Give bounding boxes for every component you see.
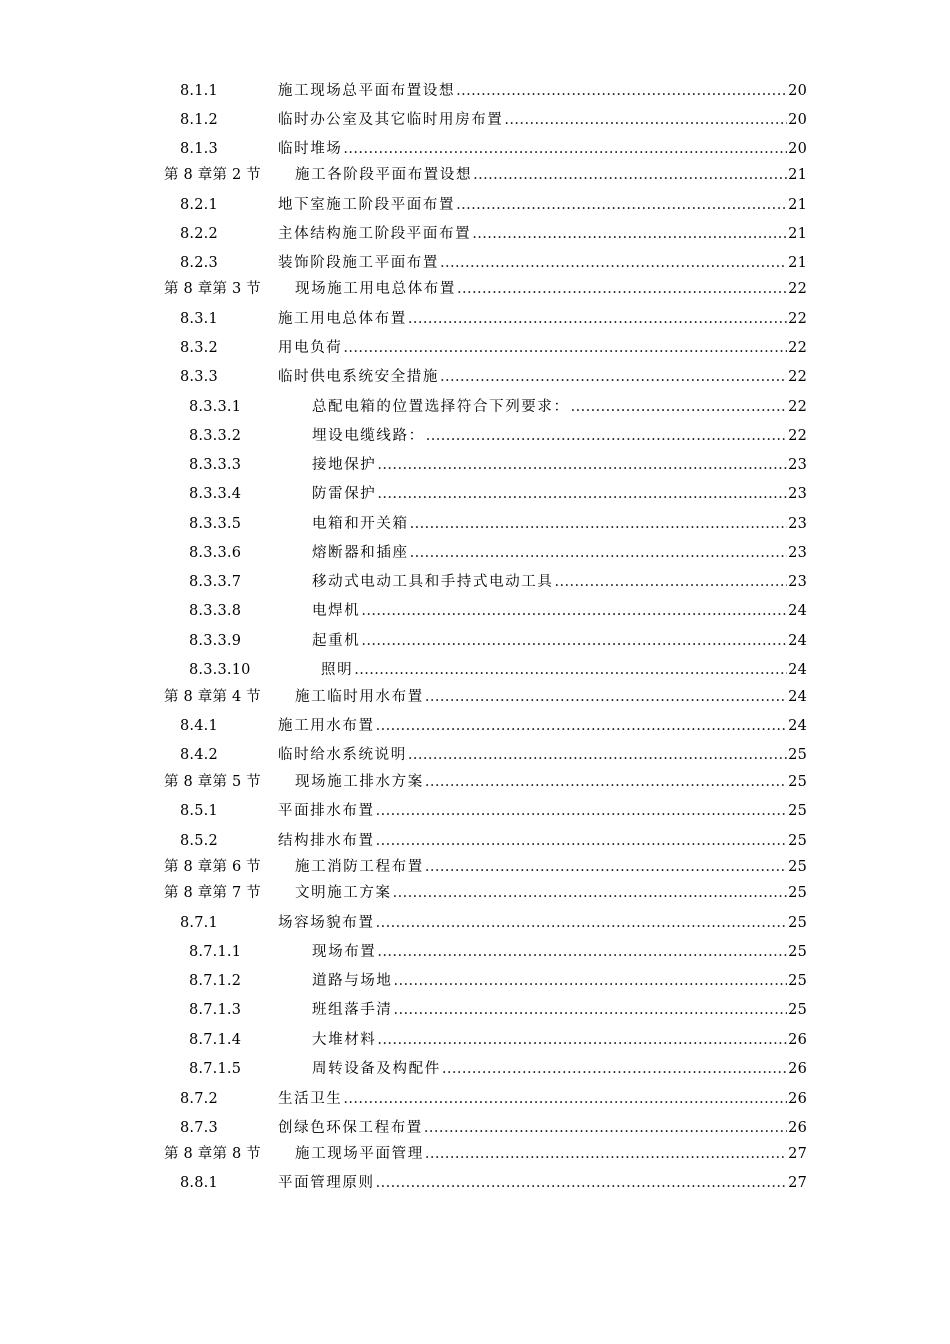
toc-entry-leader-line bbox=[312, 483, 807, 505]
toc-entry-leader-line bbox=[278, 109, 807, 131]
toc-dot-leader bbox=[394, 999, 788, 1021]
toc-entry-title[interactable]: 施工临时用水布置 bbox=[295, 689, 424, 705]
toc-entry[interactable] bbox=[0, 856, 950, 878]
toc-dot-leader bbox=[410, 513, 788, 535]
toc-entry-page-number: 20 bbox=[788, 83, 807, 99]
toc-dot-leader bbox=[425, 686, 787, 708]
toc-entry-title[interactable]: 起重机 bbox=[312, 633, 361, 649]
toc-entry-leader-line bbox=[278, 800, 807, 822]
toc-entry-title[interactable]: 临时办公室及其它临时用房布置 bbox=[278, 112, 504, 128]
toc-entry-number: 8.1.2 bbox=[180, 112, 218, 128]
toc-entry-number: 8.3.3.5 bbox=[189, 516, 242, 532]
toc-dot-leader bbox=[377, 941, 787, 963]
toc-entry-number: 8.3.3.2 bbox=[189, 428, 242, 444]
toc-dot-leader bbox=[376, 830, 788, 852]
toc-dot-leader bbox=[426, 425, 787, 447]
toc-entry-number: 8.1.1 bbox=[180, 83, 218, 99]
toc-entry-title[interactable]: 结构排水布置 bbox=[278, 833, 375, 849]
toc-dot-leader bbox=[410, 542, 788, 564]
toc-entry[interactable] bbox=[0, 513, 950, 535]
toc-entry-title[interactable]: 施工各阶段平面布置设想 bbox=[295, 167, 473, 183]
toc-dot-leader bbox=[377, 454, 787, 476]
toc-entry-leader-line bbox=[312, 941, 807, 963]
toc-entry-number: 8.3.3.4 bbox=[189, 486, 242, 502]
toc-entry-page-number: 24 bbox=[788, 689, 807, 705]
toc-entry-number: 8.2.2 bbox=[180, 226, 218, 242]
toc-entry-leader-line bbox=[312, 970, 807, 992]
toc-entry[interactable] bbox=[0, 1143, 950, 1165]
toc-entry[interactable] bbox=[0, 912, 950, 934]
toc-dot-leader bbox=[377, 483, 787, 505]
toc-entry[interactable] bbox=[0, 1029, 950, 1051]
toc-entry-leader-line bbox=[321, 659, 807, 681]
toc-entry-page-number: 22 bbox=[788, 311, 807, 327]
toc-entry-title[interactable]: 移动式电动工具和手持式电动工具 bbox=[312, 574, 554, 590]
toc-entry-page-number: 26 bbox=[788, 1120, 807, 1136]
toc-entry-leader-line bbox=[278, 715, 807, 737]
toc-entry[interactable] bbox=[0, 659, 950, 681]
toc-entry-title[interactable]: 现场布置 bbox=[312, 944, 377, 960]
toc-entry-page-number: 25 bbox=[788, 1002, 807, 1018]
toc-entry-title[interactable]: 临时供电系统安全措施 bbox=[278, 369, 439, 385]
toc-entry-leader-line bbox=[312, 396, 807, 418]
toc-entry-page-number: 24 bbox=[788, 662, 807, 678]
toc-entry-page-number: 25 bbox=[788, 944, 807, 960]
toc-entry-leader-line bbox=[278, 252, 807, 274]
toc-entry-number: 8.8.1 bbox=[180, 1175, 218, 1191]
toc-entry-leader-line bbox=[278, 80, 807, 102]
toc-entry-page-number: 25 bbox=[788, 885, 807, 901]
toc-dot-leader bbox=[343, 138, 787, 160]
toc-entry-leader-line bbox=[295, 882, 807, 904]
toc-entry[interactable] bbox=[0, 686, 950, 708]
toc-entry-leader-line bbox=[312, 1029, 807, 1051]
toc-entry-number: 8.7.2 bbox=[180, 1091, 218, 1107]
toc-entry-page-number: 23 bbox=[788, 457, 807, 473]
toc-entry-page-number: 22 bbox=[788, 399, 807, 415]
toc-entry[interactable] bbox=[0, 715, 950, 737]
toc-entry-page-number: 25 bbox=[788, 915, 807, 931]
toc-entry-title[interactable]: 创绿色环保工程布置 bbox=[278, 1120, 423, 1136]
toc-entry-page-number: 25 bbox=[788, 774, 807, 790]
toc-entry[interactable] bbox=[0, 771, 950, 793]
toc-dot-leader bbox=[473, 164, 787, 186]
toc-entry-page-number: 23 bbox=[788, 516, 807, 532]
toc-entry-leader-line bbox=[278, 366, 807, 388]
toc-entry-page-number: 23 bbox=[788, 545, 807, 561]
toc-entry-page-number: 23 bbox=[788, 486, 807, 502]
toc-entry-leader-line bbox=[312, 542, 807, 564]
toc-entry[interactable] bbox=[0, 882, 950, 904]
toc-entry-page-number: 21 bbox=[788, 226, 807, 242]
toc-dot-leader bbox=[376, 800, 788, 822]
toc-entry[interactable] bbox=[0, 1058, 950, 1080]
toc-dot-leader bbox=[504, 109, 787, 131]
toc-entry[interactable] bbox=[0, 571, 950, 593]
toc-entry-leader-line bbox=[312, 454, 807, 476]
toc-dot-leader bbox=[456, 80, 787, 102]
toc-entry[interactable] bbox=[0, 308, 950, 330]
toc-entry-number: 8.4.2 bbox=[180, 747, 218, 763]
toc-dot-leader bbox=[376, 1172, 788, 1194]
toc-entry-number: 8.7.3 bbox=[180, 1120, 218, 1136]
toc-dot-leader bbox=[456, 194, 787, 216]
toc-entry-title[interactable]: 照明 bbox=[321, 662, 354, 678]
toc-entry-number: 8.3.3.7 bbox=[189, 574, 242, 590]
toc-entry-number: 8.7.1.5 bbox=[189, 1061, 242, 1077]
toc-entry-leader-line bbox=[278, 194, 807, 216]
toc-dot-leader bbox=[377, 1029, 787, 1051]
toc-entry-page-number: 21 bbox=[788, 255, 807, 271]
toc-entry[interactable] bbox=[0, 396, 950, 418]
toc-entry-leader-line bbox=[295, 771, 807, 793]
toc-entry-page-number: 25 bbox=[788, 973, 807, 989]
toc-entry-number: 8.7.1.2 bbox=[189, 973, 242, 989]
toc-entry-title[interactable]: 电焊机 bbox=[312, 603, 361, 619]
toc-entry-title[interactable]: 熔断器和插座 bbox=[312, 545, 409, 561]
toc-entry-leader-line bbox=[278, 223, 807, 245]
toc-entry-title[interactable]: 接地保护 bbox=[312, 457, 377, 473]
toc-entry-number: 第 8 章第 4 节 bbox=[164, 689, 261, 705]
toc-dot-leader bbox=[457, 278, 787, 300]
toc-entry-page-number: 24 bbox=[788, 718, 807, 734]
toc-entry-leader-line bbox=[312, 999, 807, 1021]
toc-entry-page-number: 27 bbox=[788, 1146, 807, 1162]
toc-entry-title[interactable]: 装饰阶段施工平面布置 bbox=[278, 255, 439, 271]
toc-entry[interactable] bbox=[0, 425, 950, 447]
toc-dot-leader bbox=[555, 571, 788, 593]
toc-entry-title[interactable]: 施工消防工程布置 bbox=[295, 859, 424, 875]
toc-entry-title[interactable]: 用电负荷 bbox=[278, 340, 343, 356]
toc-entry[interactable] bbox=[0, 630, 950, 652]
toc-entry[interactable] bbox=[0, 337, 950, 359]
toc-entry[interactable] bbox=[0, 454, 950, 476]
toc-entry-number: 8.7.1.1 bbox=[189, 944, 242, 960]
toc-entry-title[interactable]: 平面管理原则 bbox=[278, 1175, 375, 1191]
toc-dot-leader bbox=[472, 223, 787, 245]
toc-entry[interactable] bbox=[0, 1172, 950, 1194]
toc-entry-leader-line bbox=[295, 856, 807, 878]
toc-entry-number: 8.3.1 bbox=[180, 311, 218, 327]
toc-dot-leader bbox=[354, 659, 787, 681]
toc-entry-number: 8.3.3.9 bbox=[189, 633, 242, 649]
toc-entry-number: 第 8 章第 6 节 bbox=[164, 859, 261, 875]
toc-entry[interactable] bbox=[0, 483, 950, 505]
toc-entry-leader-line bbox=[295, 1143, 807, 1165]
toc-entry-page-number: 22 bbox=[788, 340, 807, 356]
toc-entry-leader-line bbox=[312, 600, 807, 622]
toc-entry-page-number: 22 bbox=[788, 428, 807, 444]
toc-entry-leader-line bbox=[278, 912, 807, 934]
toc-entry-number: 8.3.3.8 bbox=[189, 603, 242, 619]
toc-entry-title[interactable]: 周转设备及构配件 bbox=[312, 1061, 441, 1077]
toc-dot-leader bbox=[376, 912, 788, 934]
toc-entry[interactable] bbox=[0, 744, 950, 766]
toc-entry-title[interactable]: 施工用电总体布置 bbox=[278, 311, 407, 327]
toc-entry-leader-line bbox=[278, 1117, 807, 1139]
toc-dot-leader bbox=[425, 771, 787, 793]
toc-entry-number: 8.5.2 bbox=[180, 833, 218, 849]
toc-entry-number: 8.7.1.4 bbox=[189, 1032, 242, 1048]
toc-entry-leader-line bbox=[312, 571, 807, 593]
toc-entry-leader-line bbox=[295, 164, 807, 186]
toc-entry-title[interactable]: 现场施工用电总体布置 bbox=[295, 281, 456, 297]
toc-entry-leader-line bbox=[312, 513, 807, 535]
toc-entry[interactable] bbox=[0, 366, 950, 388]
toc-entry-leader-line bbox=[278, 830, 807, 852]
toc-entry-page-number: 22 bbox=[788, 369, 807, 385]
toc-entry-title[interactable]: 总配电箱的位置选择符合下列要求： bbox=[312, 399, 570, 415]
toc-entry-number: 8.1.3 bbox=[180, 141, 218, 157]
toc-entry-number: 8.3.3.1 bbox=[189, 399, 242, 415]
toc-entry-number: 8.7.1.3 bbox=[189, 1002, 242, 1018]
toc-dot-leader bbox=[425, 1143, 787, 1165]
toc-entry-title[interactable]: 班组落手清 bbox=[312, 1002, 393, 1018]
toc-entry-title[interactable]: 大堆材料 bbox=[312, 1032, 377, 1048]
toc-entry-page-number: 24 bbox=[788, 633, 807, 649]
toc-entry-number: 第 8 章第 3 节 bbox=[164, 281, 261, 297]
toc-entry-page-number: 25 bbox=[788, 859, 807, 875]
toc-dot-leader bbox=[393, 882, 788, 904]
toc-entry-number: 8.2.3 bbox=[180, 255, 218, 271]
toc-entry[interactable] bbox=[0, 970, 950, 992]
toc-entry-title[interactable]: 电箱和开关箱 bbox=[312, 516, 409, 532]
toc-entry-title[interactable]: 施工现场总平面布置设想 bbox=[278, 83, 456, 99]
toc-entry-page-number: 24 bbox=[788, 603, 807, 619]
toc-entry-number: 8.3.2 bbox=[180, 340, 218, 356]
toc-entry-title[interactable]: 施工现场平面管理 bbox=[295, 1146, 424, 1162]
toc-entry[interactable] bbox=[0, 1117, 950, 1139]
toc-entry-leader-line bbox=[312, 630, 807, 652]
toc-entry-page-number: 26 bbox=[788, 1091, 807, 1107]
toc-entry-leader-line bbox=[312, 1058, 807, 1080]
toc-entry[interactable] bbox=[0, 80, 950, 102]
toc-entry-leader-line bbox=[278, 1172, 807, 1194]
toc-dot-leader bbox=[425, 856, 787, 878]
toc-entry[interactable] bbox=[0, 109, 950, 131]
toc-entry-title[interactable]: 平面排水布置 bbox=[278, 803, 375, 819]
toc-entry-leader-line bbox=[278, 308, 807, 330]
toc-entry-page-number: 21 bbox=[788, 167, 807, 183]
toc-entry[interactable] bbox=[0, 278, 950, 300]
toc-entry-title[interactable]: 主体结构施工阶段平面布置 bbox=[278, 226, 472, 242]
toc-dot-leader bbox=[361, 630, 787, 652]
toc-entry-title[interactable]: 生活卫生 bbox=[278, 1091, 343, 1107]
toc-dot-leader bbox=[376, 715, 788, 737]
toc-entry-number: 第 8 章第 7 节 bbox=[164, 885, 261, 901]
toc-dot-leader bbox=[440, 252, 787, 274]
toc-entry[interactable] bbox=[0, 223, 950, 245]
toc-entry-page-number: 27 bbox=[788, 1175, 807, 1191]
toc-entry-number: 8.5.1 bbox=[180, 803, 218, 819]
toc-entry-number: 8.3.3.6 bbox=[189, 545, 242, 561]
toc-entry-number: 8.2.1 bbox=[180, 197, 218, 213]
toc-entry-title[interactable]: 埋设电缆线路： bbox=[312, 428, 425, 444]
toc-entry-number: 8.3.3.3 bbox=[189, 457, 242, 473]
toc-entry-leader-line bbox=[278, 138, 807, 160]
toc-entry-page-number: 26 bbox=[788, 1032, 807, 1048]
toc-entry-page-number: 26 bbox=[788, 1061, 807, 1077]
toc-entry-title[interactable]: 临时堆场 bbox=[278, 141, 343, 157]
toc-entry-leader-line bbox=[295, 278, 807, 300]
toc-entry-page-number: 25 bbox=[788, 747, 807, 763]
toc-entry-page-number: 20 bbox=[788, 141, 807, 157]
toc-entry-title[interactable]: 道路与场地 bbox=[312, 973, 393, 989]
toc-entry-number: 第 8 章第 8 节 bbox=[164, 1146, 261, 1162]
toc-entry-title[interactable]: 现场施工排水方案 bbox=[295, 774, 424, 790]
toc-entry-title[interactable]: 场容场貌布置 bbox=[278, 915, 375, 931]
toc-entry-number: 8.3.3 bbox=[180, 369, 218, 385]
toc-entry[interactable] bbox=[0, 830, 950, 852]
toc-dot-leader bbox=[343, 337, 787, 359]
toc-entry[interactable] bbox=[0, 941, 950, 963]
toc-entry-page-number: 25 bbox=[788, 803, 807, 819]
toc-dot-leader bbox=[361, 600, 787, 622]
toc-entry[interactable] bbox=[0, 252, 950, 274]
toc-entry-number: 第 8 章第 5 节 bbox=[164, 774, 261, 790]
toc-dot-leader bbox=[394, 970, 788, 992]
toc-entry-title[interactable]: 施工用水布置 bbox=[278, 718, 375, 734]
toc-dot-leader bbox=[424, 1117, 787, 1139]
toc-entry[interactable] bbox=[0, 138, 950, 160]
toc-dot-leader bbox=[408, 308, 787, 330]
toc-entry-number: 8.4.1 bbox=[180, 718, 218, 734]
toc-entry-title[interactable]: 防雷保护 bbox=[312, 486, 377, 502]
toc-entry-number: 第 8 章第 2 节 bbox=[164, 167, 261, 183]
toc-dot-leader bbox=[442, 1058, 787, 1080]
toc-entry[interactable] bbox=[0, 194, 950, 216]
toc-entry-leader-line bbox=[278, 1088, 807, 1110]
toc-entry-leader-line bbox=[278, 744, 807, 766]
toc-dot-leader bbox=[571, 396, 788, 418]
toc-entry[interactable] bbox=[0, 164, 950, 186]
toc-entry-title[interactable]: 临时给水系统说明 bbox=[278, 747, 407, 763]
toc-entry[interactable] bbox=[0, 999, 950, 1021]
toc-entry[interactable] bbox=[0, 800, 950, 822]
toc-dot-leader bbox=[343, 1088, 787, 1110]
toc-entry-title[interactable]: 文明施工方案 bbox=[295, 885, 392, 901]
toc-entry-leader-line bbox=[278, 337, 807, 359]
toc-entry-page-number: 23 bbox=[788, 574, 807, 590]
toc-entry-number: 8.3.3.10 bbox=[189, 662, 251, 678]
toc-entry[interactable] bbox=[0, 1088, 950, 1110]
toc-entry-leader-line bbox=[295, 686, 807, 708]
toc-entry-page-number: 20 bbox=[788, 112, 807, 128]
toc-entry-title[interactable]: 地下室施工阶段平面布置 bbox=[278, 197, 456, 213]
toc-entry[interactable] bbox=[0, 542, 950, 564]
toc-entry-leader-line bbox=[312, 425, 807, 447]
toc-entry-page-number: 25 bbox=[788, 833, 807, 849]
toc-entry-page-number: 22 bbox=[788, 281, 807, 297]
toc-entry[interactable] bbox=[0, 600, 950, 622]
toc-entry-number: 8.7.1 bbox=[180, 915, 218, 931]
toc-dot-leader bbox=[408, 744, 787, 766]
toc-dot-leader bbox=[440, 366, 787, 388]
toc-entry-page-number: 21 bbox=[788, 197, 807, 213]
